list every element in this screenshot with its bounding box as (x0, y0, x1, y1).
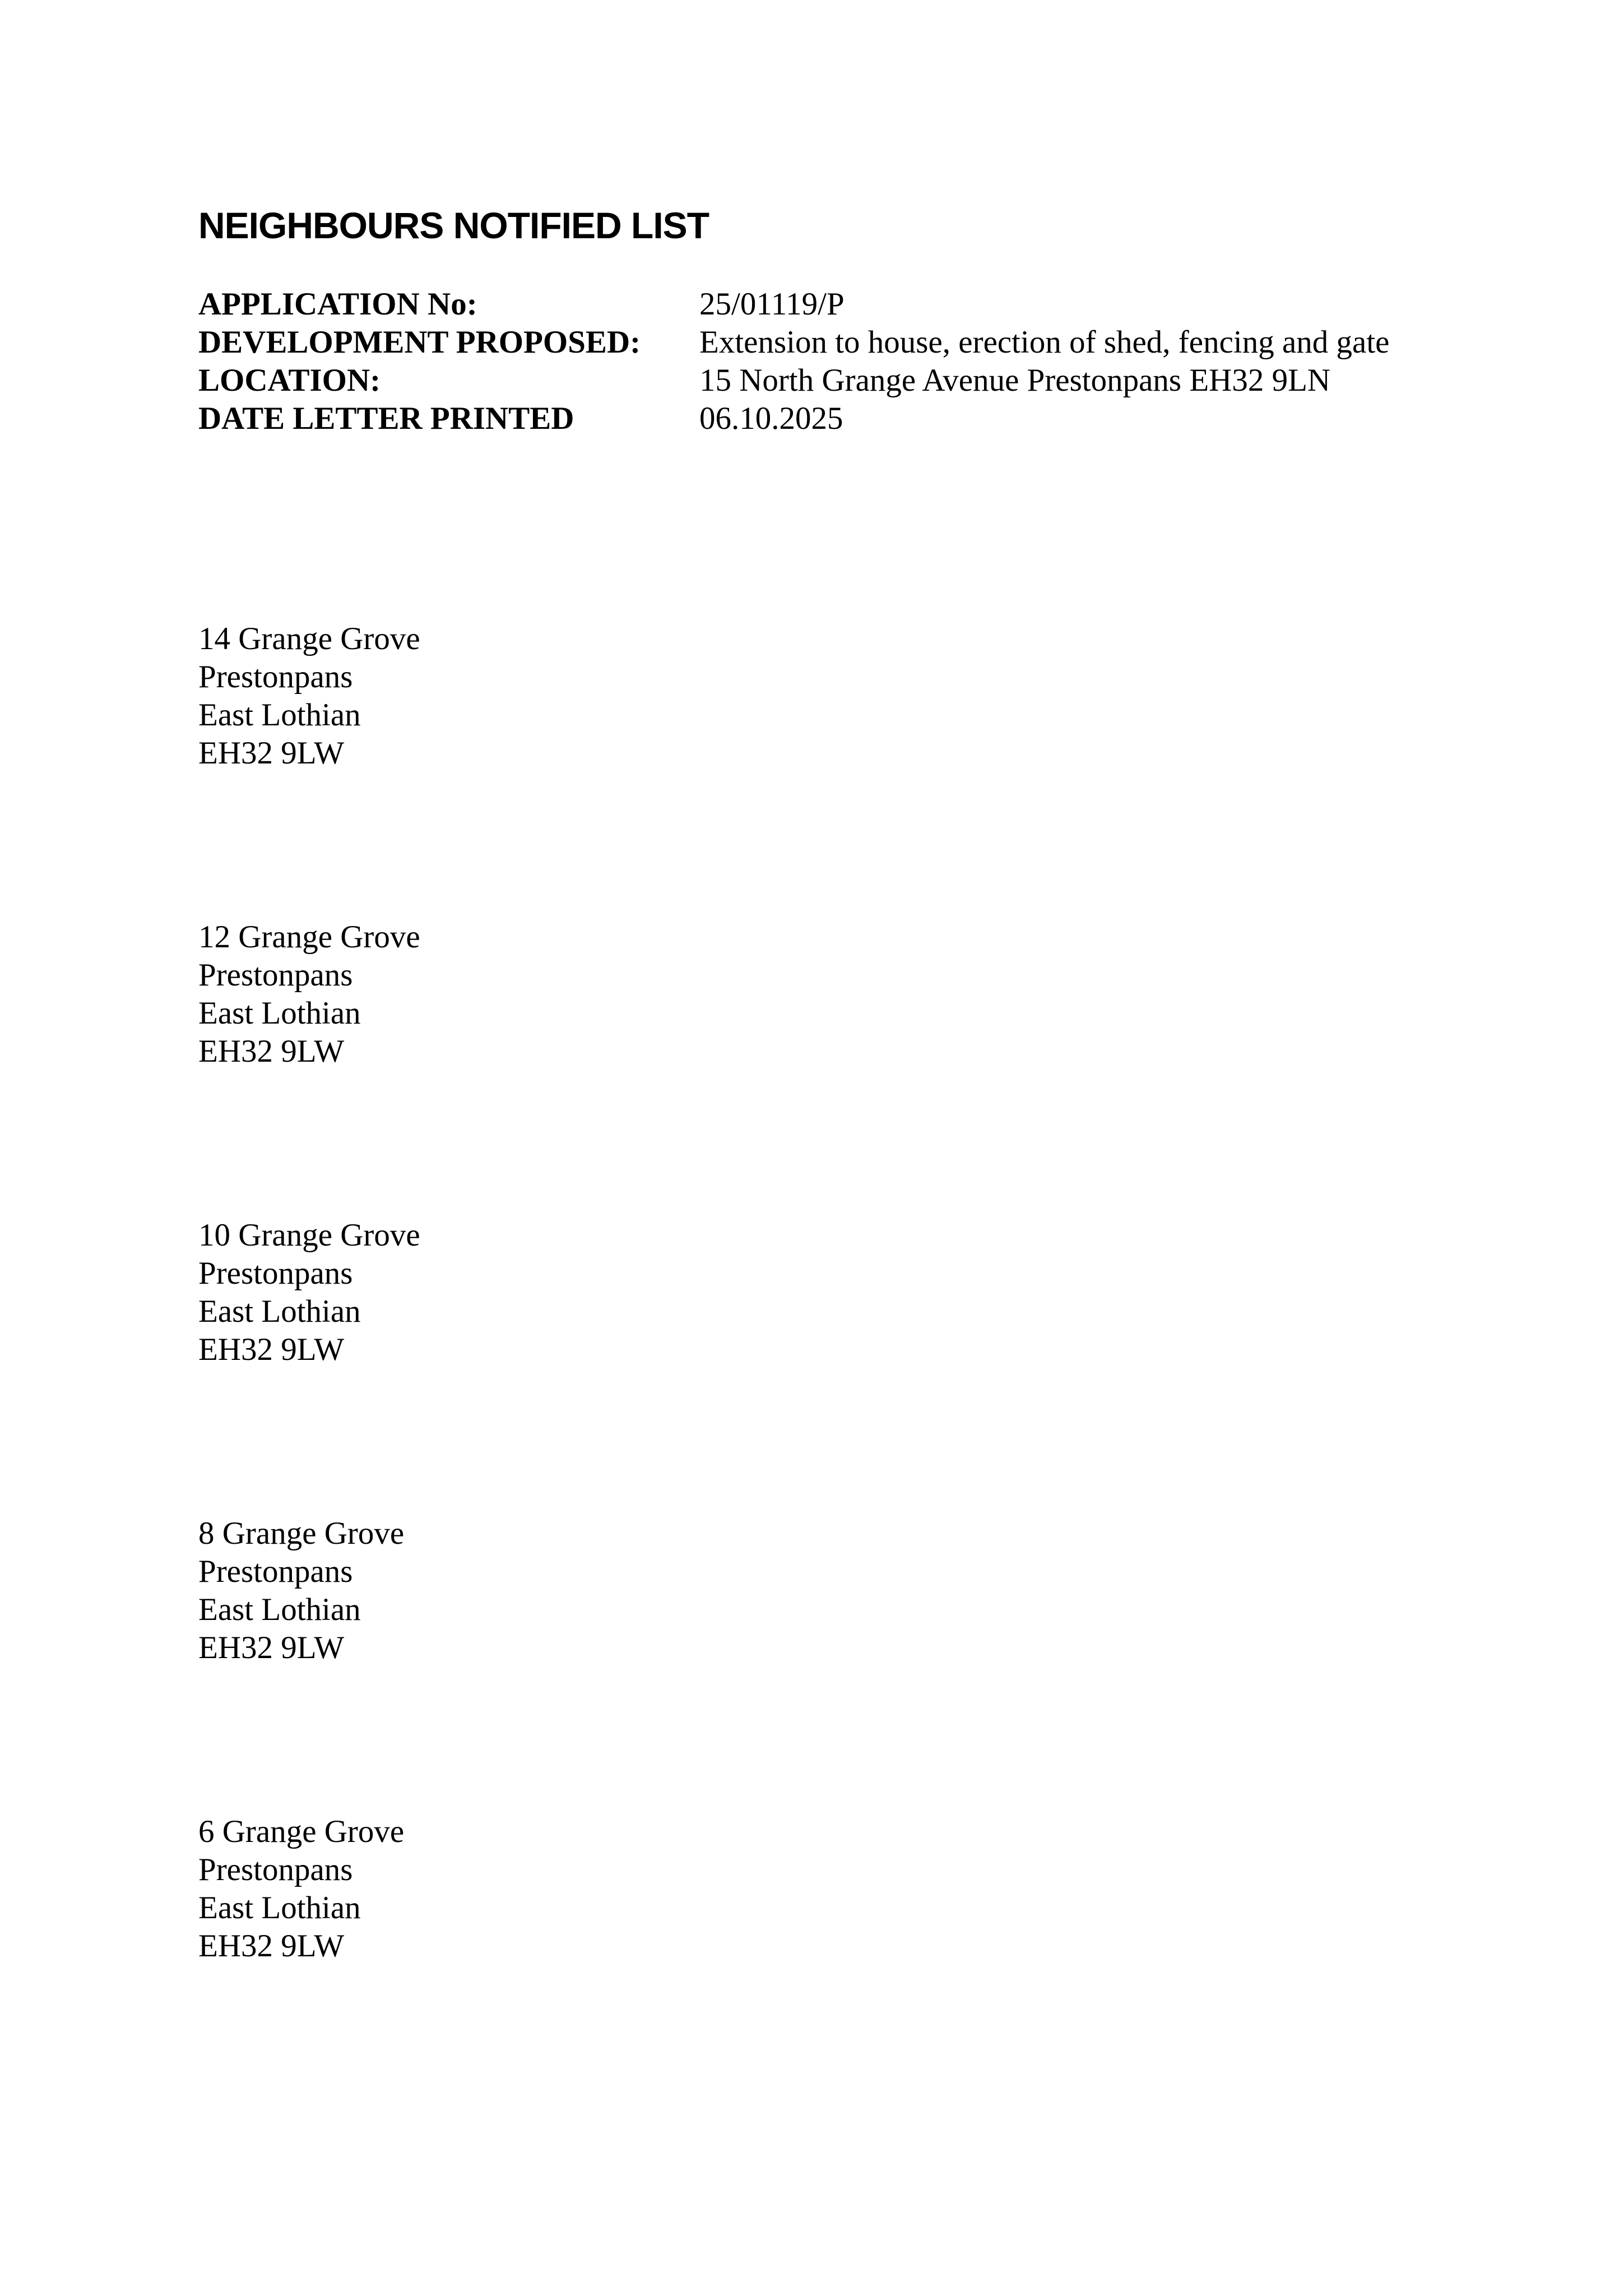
address-region: East Lothian (198, 996, 361, 1031)
address-town: Prestonpans (198, 659, 353, 695)
address-town: Prestonpans (198, 957, 353, 993)
address-postcode: EH32 9LW (198, 1034, 345, 1069)
development-proposed-value: Extension to house, erection of shed, fencing and gate (699, 325, 1390, 360)
address-street: 6 Grange Grove (198, 1814, 405, 1849)
address-region: East Lothian (198, 1294, 361, 1329)
address-postcode: EH32 9LW (198, 1332, 345, 1367)
neighbour-address (198, 1813, 420, 2111)
address-region: East Lothian (198, 1592, 361, 1627)
neighbour-address (198, 1515, 420, 1813)
address-street: 8 Grange Grove (198, 1516, 405, 1551)
address-town: Prestonpans (198, 1554, 353, 1589)
address-street: 14 Grange Grove (198, 621, 420, 656)
neighbour-address-list (198, 620, 420, 2111)
address-region: East Lothian (198, 1890, 361, 1925)
address-town: Prestonpans (198, 1256, 353, 1291)
address-street: 12 Grange Grove (198, 919, 420, 955)
application-number-label: APPLICATION No: (198, 286, 477, 322)
neighbour-address (198, 918, 420, 1216)
location-label: LOCATION: (198, 363, 381, 398)
page-title: NEIGHBOURS NOTIFIED LIST (198, 205, 709, 246)
location-value: 15 North Grange Avenue Prestonpans EH32 9LN (699, 363, 1331, 398)
neighbour-address (198, 620, 420, 918)
date-letter-printed-label: DATE LETTER PRINTED (198, 401, 574, 436)
application-number-value: 25/01119/P (699, 286, 845, 322)
development-proposed-label: DEVELOPMENT PROPOSED: (198, 325, 641, 360)
address-street: 10 Grange Grove (198, 1218, 420, 1253)
address-postcode: EH32 9LW (198, 735, 345, 771)
neighbour-address (198, 1216, 420, 1515)
address-postcode: EH32 9LW (198, 1630, 345, 1665)
address-town: Prestonpans (198, 1852, 353, 1887)
address-postcode: EH32 9LW (198, 1928, 345, 1964)
date-letter-printed-value: 06.10.2025 (699, 401, 843, 436)
address-region: East Lothian (198, 697, 361, 733)
